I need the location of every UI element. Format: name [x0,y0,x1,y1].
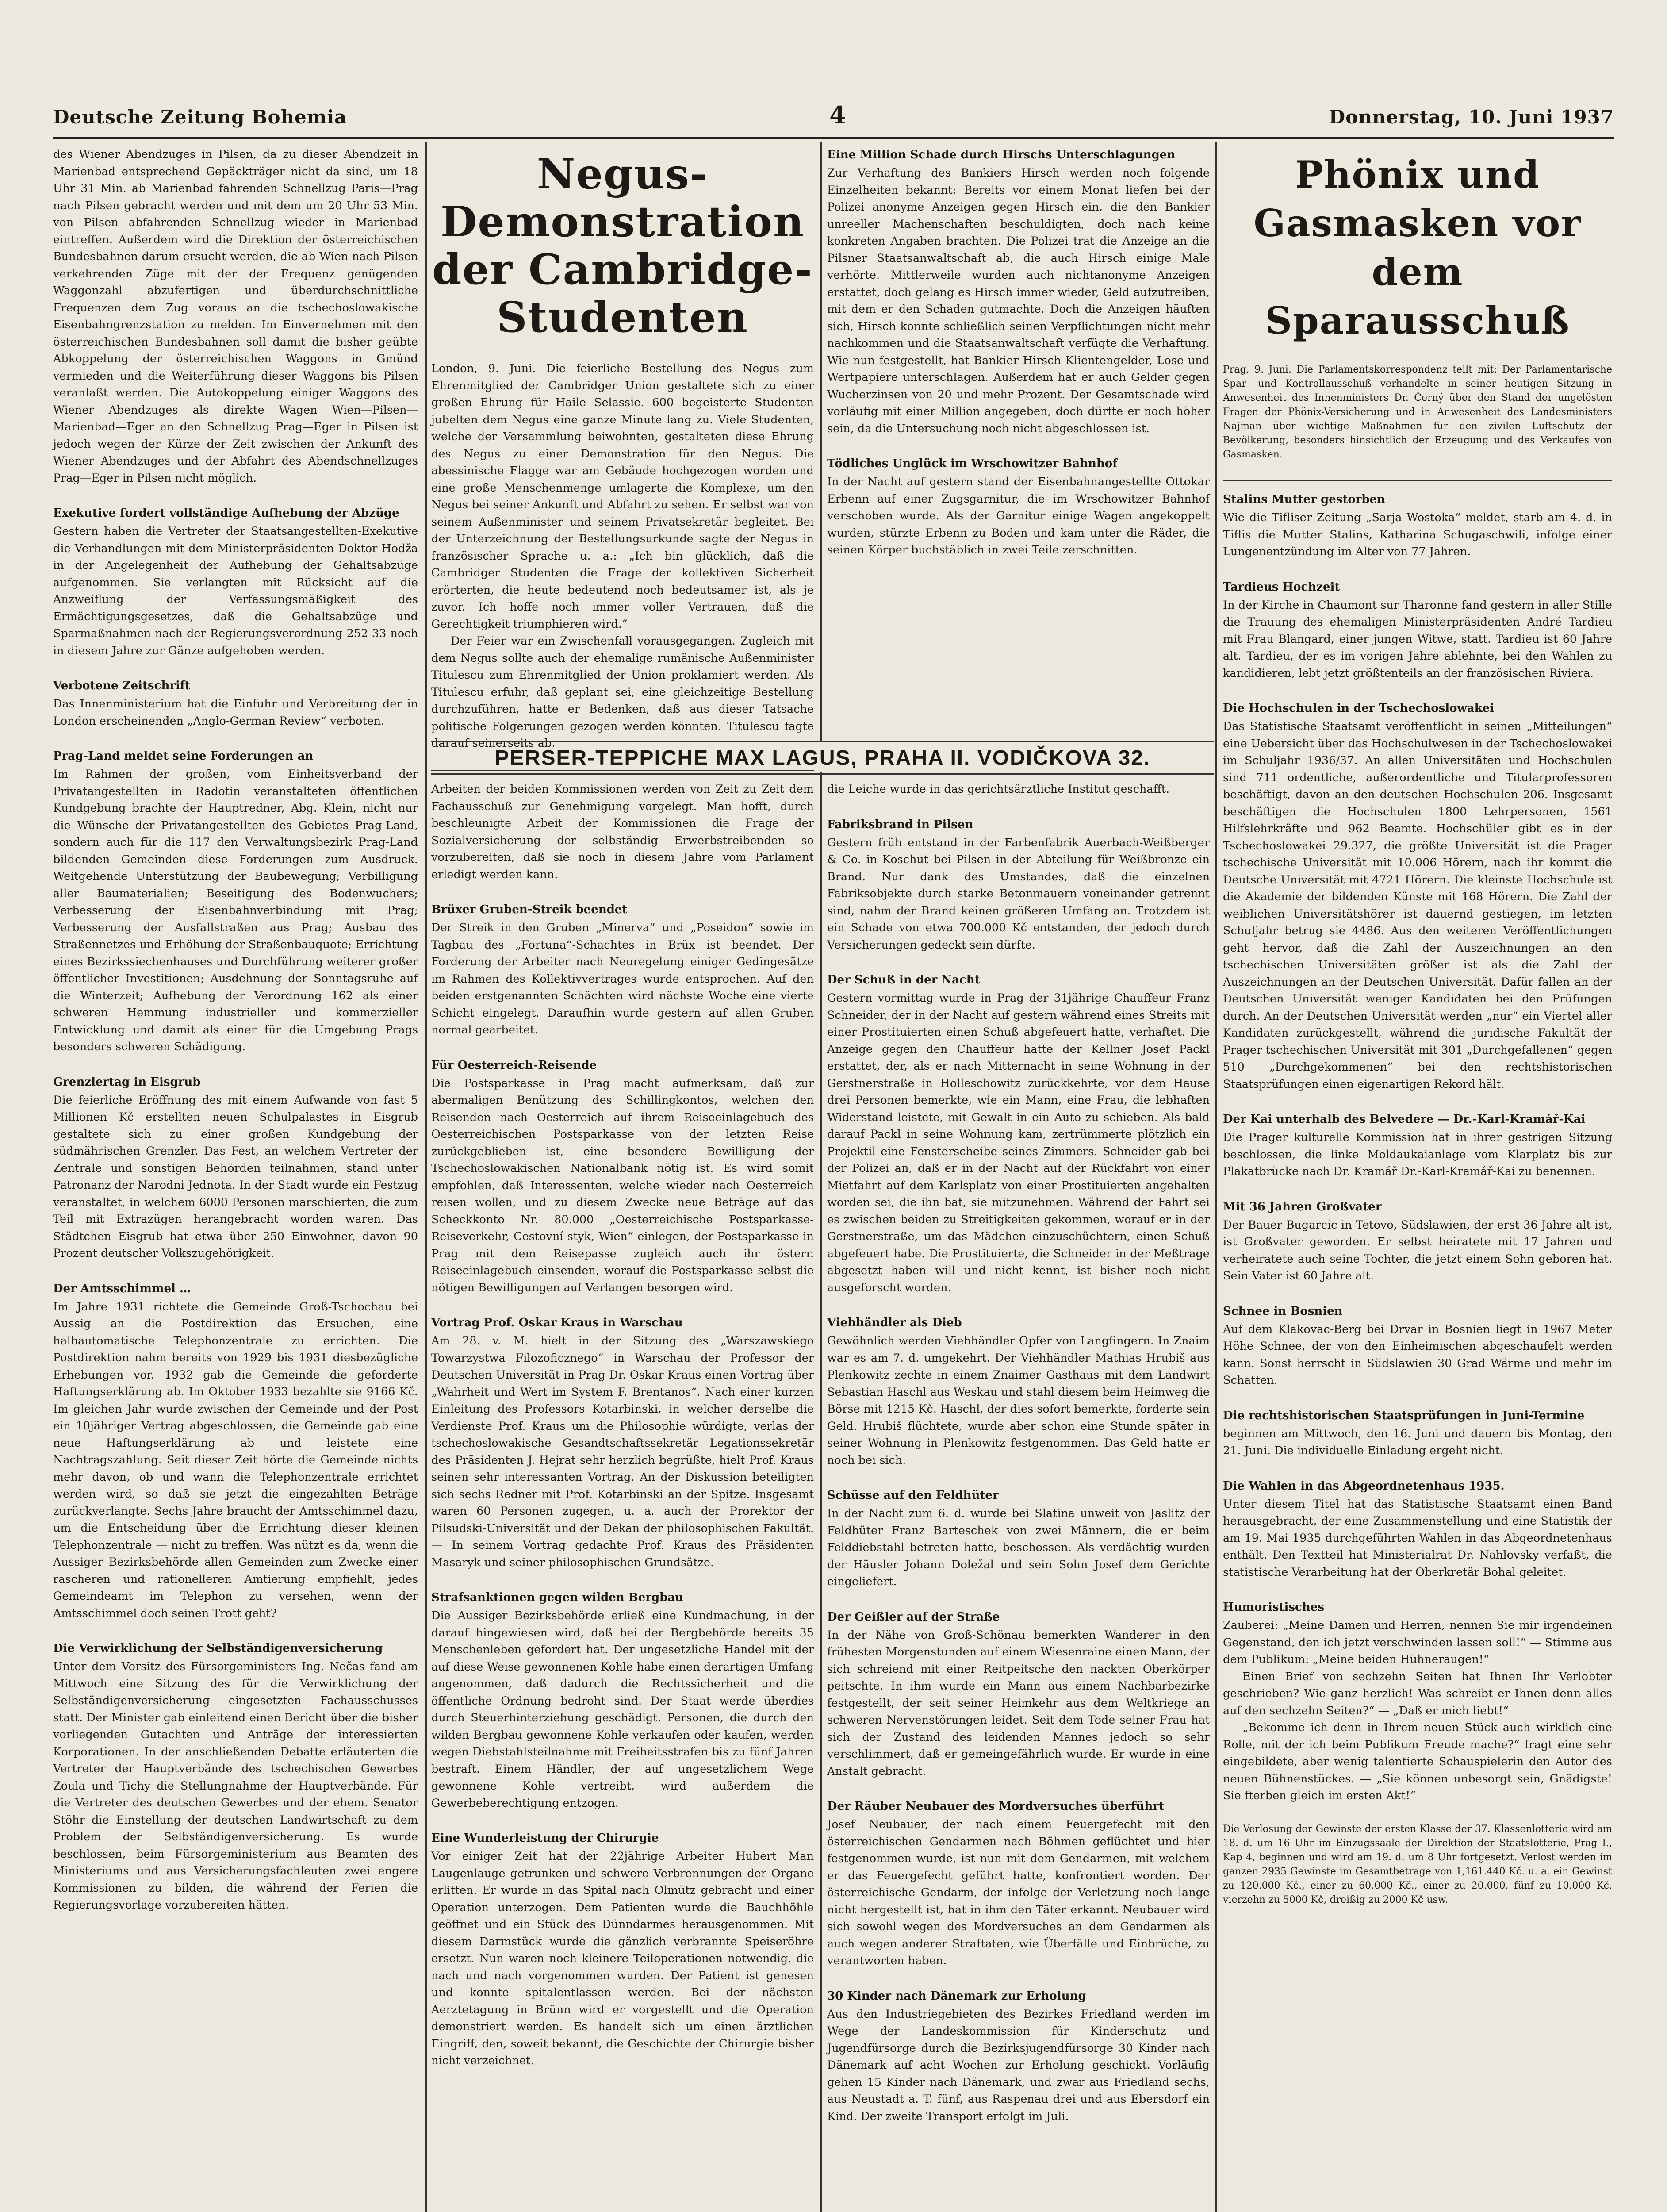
article-title: Grenzlertag in Eisgrub [53,1075,201,1089]
article-paragraph: Wie die Tifliser Zeitung „Sarja Wostoka“ meldet, starb am 4. d. in Tiflis die Mutter Stalins, Katharina Schugaschwili, infolge einer Lungenentzündung im Alter von 77 Jahren. [1223,511,1612,558]
article-paragraph: Zauberei: „Meine Damen und Herren, nennen Sie mir irgendeinen Gegenstand, den ich jetzt verschwinden lassen soll!“ — Stimme aus dem Publikum: „Meine beiden Hühneraugen!“ [1223,1619,1612,1666]
article-title: Die Hochschulen in der Tschechoslowakei [1223,702,1495,715]
article [1223,1407,1612,1459]
article [1223,491,1612,561]
article-paragraph: Im Rahmen der großen, vom Einheitsverband der Privatangestellten in Radotin veranstalteten öffentlichen Kundgebung brachte der Hauptredner, Abg. Klein, nicht nur die Wünsche der Privatangestellten des Gebietes Prag-Land, sondern auch für die 117 den Verwaltungsbezirk Prag-Land bildenden Gemeinden diese Forderungen zum Ausdruck. Weitgehende Unterstützung der Baubewegung; Verbilligung aller Baumaterialien; Beseitigung des Bodenwuchers; Verbesserung der Eisenbahnverbindung mit Prag; Verbesserung der Ausfallstraßen aus Prag; Ausbau des Straßennetzes und Erhöhung der Straßenbauquote; Errichtung eines Bezirkssiechenhauses und Durchführung weiterer großer öffentlicher Investitionen; Ausdehnung der Sonntagsruhe auf die Winterzeit; Aufhebung der Verordnung 162 als einer schweren Hemmung industrieller und kommerzieller Entwicklung und damit als einer für die Umgebung Prags besonders schweren Schädigung. [53,768,418,1053]
column-3-bottom [827,781,1210,2212]
article-paragraph: Die feierliche Eröffnung des mit einem Aufwande von fast 5 Millionen Kč erstellten neuen Schulpalastes in Eisgrub gestaltete sich zu einer großen Kundgebung der südmährischen Grenzler. Das Fest, an welchem Vertreter der Zentrale und sonstigen Behörden teilnahmen, stand unter Patronanz der Narodni Jednota. In der Stadt wurde ein Festzug veranstaltet, in welchem 6000 Personen marschierten, die zum Teil mit Extrazügen herangebracht worden waren. Das Städtchen Eisgrub hat etwa über 250 Einwohner, davon 90 Prozent deutscher Volkszugehörigkeit. [53,1093,418,1260]
column-2-bottom [431,781,814,2212]
article-paragraph: In der Nacht zum 6. d. wurde bei Slatina unweit von Jaslitz der Feldhüter Franz Barteschek von zwei Männern, die er beim Felddiebstahl betreten hatte, beschossen. Als verdächtig wurden der Häusler Johann Doležal und sein Sohn Josef dem Gerichte eingeliefert. [827,1507,1210,1588]
article [53,146,418,487]
article-title: Viehhändler als Dieb [827,1316,962,1329]
article-paragraph: Im Jahre 1931 richtete die Gemeinde Groß-Tschochau bei Aussig an die Postdirektion das Ersuchen, eine halbautomatische Telephonzentrale zu errichten. Die Postdirektion nahm bereits von 1929 bis 1931 diesbezügliche Erhebungen vor. 1932 gab die Gemeinde die geforderte Haftungserklärung ab. Im Oktober 1933 bezahlte sie 9166 Kč. Im gleichen Jahr wurde zwischen der Gemeinde und der Post ein 10jähriger Vertrag abgeschlossen, die Gemeinde gab eine neue Haftungserklärung ab und leistete eine Nachtragszahlung. Seit dieser Zeit hörte die Gemeinde nichts mehr davon, ob und wann die Telephonzentrale errichtet werden wird, so daß sie jetzt die eingezahlten Beträge zurückverlangte. Sechs Jahre braucht der Amtsschimmel dazu, um die Entscheidung über die Errichtung dieser kleinen Telephonzentrale — nicht zu treffen. Was nützt es da, wenn die Aussiger Bezirksbehörde allen Gemeinden zum Zwecke einer rascheren und rationelleren Amtierung empfiehlt, jedes Gemeindeamt im Telephon zu versehen, wenn der Amtsschimmel doch seinen Trott geht? [53,1300,418,1620]
article [827,1486,1210,1590]
article [827,1608,1210,1780]
article [1223,1598,1612,1805]
article-paragraph: In der Nähe von Groß-Schönau bemerkten Wanderer in den frühesten Morgenstunden auf einem Wiesenraine einen Mann, der sich schreiend mit einer Reitpeitsche den nackten Oberkörper peitschte. In ihm wurde ein Mann aus einem Nachbarbezirke festgestellt, der seit seiner Heimkehr aus dem Weltkriege an schweren Nervenstörungen leidet. Seit dem Tode seiner Frau hat sich der Zustand des leidenden Mannes jedoch so sehr verschlimmert, daß er gemeingefährlich wurde. Er wurde in eine Anstalt gebracht. [827,1628,1210,1778]
article-paragraph: Am 28. v. M. hielt in der Sitzung des „Warszawskiego Towarzystwa Filozoficznego“ in Warschau der Professor der Deutschen Universität in Prag Dr. Oskar Kraus einen Vortrag über „Wahrheit und Wert im System F. Brentanos“. Nach einer kurzen Einleitung des Professors Kotarbinski, in welcher derselbe die Verdienste Prof. Kraus um die Philosophie würdigte, verlas der tschechoslowakische Gesandtschaftssekretär Legationssekretär des Präsidenten J. Hejrat sehr herzlich begrüßte, hielt Prof. Kraus seinen sehr interessanten Vortrag. An der Diskussion beteiligten sich sechs Redner mit Prof. Kotarbinski an der Spitze. Insgesamt waren 60 Personen zugegen, u. a. auch der Prorektor der Pilsudski-Universität und der Dekan der philosophischen Fakultät. — In seinem Vortrag gedachte Prof. Kraus des Präsidenten Masaryk und seiner philosophischen Grundsätze. [431,1334,814,1569]
article [53,504,418,659]
article [1223,1110,1612,1180]
article-title: 30 Kinder nach Dänemark zur Erholung [827,1989,1086,2003]
column-divider [820,142,822,741]
article-title: Tödliches Unglück im Wrschowitzer Bahnhof [827,457,1118,470]
article-title: Strafsanktionen gegen wilden Bergbau [431,1591,684,1604]
article [53,1280,418,1622]
article-paragraph: Der Streik in den Gruben „Minerva“ und „Poseidon“ sowie im Tagbau des „Fortuna“-Schachtes in Brüx ist beendet. Der Forderung der Arbeiter nach Neuregelung einiger Gedingesätze im Rahmen des Kollektivvertrages wurde entsprochen. Auf den beiden erstgenannten Schächten wird nächste Woche eine vierte Schicht eingelegt. Daraufhin wurde gestern auf allen Gruben normal gearbeitet. [431,921,814,1037]
article-title: Eine Million Schade durch Hirschs Unterschlagungen [827,148,1176,161]
article-paragraph: Gewöhnlich werden Viehhändler Opfer von Langfingern. In Znaim war es am 7. d. umgekehrt. Der Viehhändler Mathias Hrubiš aus Plenkowitz zechte in einem Znaimer Gasthaus mit dem Landwirt Sebastian Haschl aus Weskau und stahl diesem beim Heimweg die Börse mit 1215 Kč. Haschl, der dies sofort bemerkte, forderte sein Geld. Hrubiš flüchtete, wurde aber schon eine Stunde später in seiner Wohnung in Plenkowitz festgenommen. Das Geld hatte er noch bei sich. [827,1334,1210,1467]
article-paragraph: Josef Neubauer, der nach einem Feuergefecht mit den österreichischen Gendarmen nach Böhmen geflüchtet und hier festgenommen wurde, ist nun mit dem Gendarmen, mit welchem er das Feuergefecht geführt hatte, konfrontiert worden. Der österreichische Gendarm, der infolge der Verletzung noch lange nicht hergestellt ist, hat in ihm den Täter erkannt. Neubauer wird sich sowohl wegen des Mordversuches an dem Gendarmen als auch wegen anderer Straftaten, wie Überfälle und Einbrüche, zu verantworten haben. [827,1818,1210,1967]
article-paragraph: London, 9. Juni. Die feierliche Bestellung des Negus zum Ehrenmitglied der Cambridger Union gestaltete sich zu einer großen Ehrung für Haile Selassie. 600 begeisterte Studenten jubelten dem Negus eine ganze Minute lang zu. Viele Studenten, welche der Versammlung beiwohnten, gestalteten diese Ehrung des Negus zu einer Demonstration für den Negus. Die abessinische Flagge war am Gebäude hochgezogen worden und eine große Menschenmenge umlagerte die Komplexe, um den Negus bei seiner Ankunft und Abfahrt zu sehen. Er selbst war von seinem Außenminister und seinem Privatsekretär begleitet. Bei der Unterzeichnung der Bestellungsurkunde sagte der Negus in französischer Sprache u. a.: „Ich bin glücklich, daß die Cambridger Studenten die Frage der kollektiven Sicherheit erörterten, die heute bedeutend noch bedeutsamer ist, als je zuvor. Ich hoffe noch immer voller Vertrauen, daß die Gerechtigkeit triumphieren wird.“ [431,362,814,631]
article-paragraph: Vor einiger Zeit hat der 22jährige Arbeiter Hubert Man Laugenlauge getrunken und schwere Verbrennungen der Organe erlitten. Er wurde in das Spital nach Olmütz gebracht und einer Operation unterzogen. Dem Patienten wurde die Bauchhöhle geöffnet und ein Stück des Dünndarmes herausgenommen. Mit diesem Darmstück wurde die gänzlich verbrannte Speiseröhre ersetzt. Nun waren noch kleinere Teiloperationen notwendig, die nach und nach vorgenommen wurden. Der Patient ist genesen und konnte spitalentlassen werden. Bei der nächsten Aerztetagung in Brünn wird er vorgestellt und die Operation demonstriert werden. Es handelt sich um einen ärztlichen Eingriff, den, soweit bekannt, die Geschichte der Chirurgie bisher nicht verzeichnet. [431,1850,814,2067]
article [53,747,418,1056]
article [827,1314,1210,1469]
section-rule [1223,480,1612,481]
page-header [53,101,1614,132]
article-paragraph: Gestern früh entstand in der Farbenfabrik Auerbach-Weißberger & Co. in Koschut bei Pilsen in der Abteilung für Weißbronze ein Brand. Nur dank des Umstandes, daß die einzelnen Fabriksobjekte durch starke Betonmauern voneinander getrennt sind, nahm der Brand keinen größeren Umfang an. Trotzdem ist ein Schade von etwa 700.000 Kč entstanden, der jedoch durch Versicherungen gedeckt sein dürfte. [827,836,1210,952]
article-title: Fabriksbrand in Pilsen [827,818,973,831]
article-paragraph: Das Statistische Staatsamt veröffentlicht in seinen „Mitteilungen“ eine Uebersicht über das Hochschulwesen in der Tschechoslowakei im Schuljahr 1936/37. An allen Universitäten und Hochschulen sind 711 ordentliche, außerordentliche und Titularprofessoren beschäftigt, davon an den deutschen Hochschulen 206. Insgesamt beschäftigen die Hochschulen 1800 Lehrpersonen, 1561 Hilfslehrkräfte und 962 Beamte. Hochschüler gibt es in der Tschechoslowakei 29.327, die größte Universität ist die Prager tschechische Universität mit 10.006 Hörern, nach ihr kommt die Deutsche Universität mit 4721 Hörern. Die kleinste Hochschule ist die Akademie der bildenden Künste mit 168 Hörern. Die Zahl der weiblichen Universitätshörer ist dauernd gestiegen, im letzten Schuljahr betrug sie 4486. Aus den weiteren Veröffentlichungen geht hervor, daß die Zahl der Auszeichnungen an den tschechischen Universitäten größer ist als die Zahl der Auszeichnungen an der Deutschen Universität. Dafür fallen an der Deutschen Universität weniger Kandidaten bei den Prüfungen durch. An der Deutschen Universität werden „nur“ ein Viertel aller Kandidaten zurückgestellt, während die juridische Fakultät der Prager tschechischen Universität mit 301 „Durchgefallenen“ gegen 510 „Durchgekommenen“ bei den rechtshistorischen Staatsprüfungen einen eigenartigen Rekord hält. [1223,720,1612,1091]
article-paragraph: Unter dem Vorsitz des Fürsorgeministers Ing. Nečas fand am Mittwoch eine Sitzung des für die Verwirklichung der Selbständigenversicherung eingesetzten Fachausschusses statt. Der Minister gab einleitend einen Bericht über die bisher vorliegenden Gutachten und Anträge der interessierten Korporationen. In der anschließenden Debatte erläuterten die Vertreter der Hauptverbände des tschechischen Gewerbes Zoula und Tichy die Stellungnahme der Hauptverbände. Für die Vertreter des deutschen Gewerbes und der ehem. Senator Stöhr die Einstellung der deutschen Landwirtschaft zu dem Problem der Selbständigenversicherung. Es wurde beschlossen, beim Fürsorgeministerium aus Beamten des Ministeriums und aus Versicherungsfachleuten zwei engere Kommissionen zu bilden, die während der Ferien die Regierungsvorlage vorzubereiten hätten. [53,1660,418,1912]
article-paragraph: des Wiener Abendzuges in Pilsen, da zu dieser Abendzeit in Marienbad entsprechend Gepäckträger nicht da sind, um 18 Uhr 31 Min. ab Marienbad fahrenden Schnellzug Paris—Prag nach Pilsen gebracht werden und mit dem um 20 Uhr 53 Min. von Pilsen abfahrenden Schnellzug wieder in Marienbad eintreffen. Außerdem wird die Direktion der österreichischen Bundesbahnen darum ersucht werden, die ab Wien nach Pilsen verkehrenden Züge mit der der Frequenz genügenden Waggonzahl abzufertigen und überdurchschnittliche Frequenzen dem Zug voraus an die tschechoslowakische Eisenbahngrenzstation zu melden. Im Einvernehmen mit den österreichischen Bundesbahnen soll damit die bisher geübte Abkoppelung der österreichischen Waggons in Gmünd vermieden und die Weiterführung dieser Waggons bis Pilsen veranlaßt werden. Die Autokoppelung einiger Waggons des Wiener Abendzuges als direkte Wagen Wien—Pilsen—Marienbad—Eger an den Schnellzug Prag—Eger in Pilsen ist jedoch wegen der Kürze der Zeit zwischen der Ankunft des Wiener Abendzuges und der Abfahrt des Abendschnellzuges Prag—Eger in Pilsen nicht möglich. [53,148,418,485]
article [1223,699,1612,1093]
article [1223,1198,1612,1285]
column-divider [820,772,822,2212]
article [431,781,814,883]
article-paragraph: Einen Brief von sechzehn Seiten hat Ihnen Ihr Verlobter geschrieben? Wie ganz herzlich! Was schreibt er Ihnen denn alles auf den sechzehn Seiten?“ — „Daß er mich liebt!“ [1223,1670,1612,1717]
article-title: Die rechtshistorischen Staatsprüfungen in Juni-Termine [1223,1409,1585,1422]
article-paragraph: Zur Verhaftung des Bankiers Hirsch werden noch folgende Einzelheiten bekannt: Bereits vor einem Monat liefen bei der Polizei anonyme Anzeigen gegen Hirsch ein, die den Bankier unreeller Machenschaften beschuldigten, doch nach keine konkreten Angaben brachten. Die Polizei trat die Anzeige an die Pilsner Staatsanwaltschaft ab, die auch Hirsch einige Male verhörte. Mittlerweile wurden auch nichtanonyme Anzeigen erstattet, doch gelang es Hirsch immer wieder, Geld aufzutreiben, mit dem er den Schaden gutmachte. Doch die Anzeigen häuften sich, Hirsch konnte schließlich seinen Verpflichtungen nicht mehr nachkommen und die Staatsanwaltschaft verfügte die Verhaftung. Wie nun festgestellt, hat Bankier Hirsch Klientengelder, Lose und Wertpapiere unterschlagen. Außerdem hat er auch Gelder gegen Wucherzinsen von 20 und mehr Prozent. Der Gesamtschade wird vorläufig mit einer Million angegeben, doch dürfte er noch höher sein, da die Untersuchung noch nicht abgeschlossen ist. [827,166,1210,435]
article-title: Stalins Mutter gestorben [1223,493,1386,506]
article-title: Brüxer Gruben-Streik beendet [431,903,628,916]
article-paragraph: Das Innenministerium hat die Einfuhr und Verbreitung der in London erscheinenden „Anglo-German Review“ verboten. [53,697,418,728]
article-title: Der Amtsschimmel … [53,1282,191,1295]
article [431,1589,814,1812]
article-paragraph: „Bekomme ich denn in Ihrem neuen Stück auch wirklich eine Rolle, mit der ich beim Publikum Freude mache?“ fragt eine sehr eingebildete, aber wenig talentierte Schauspielerin den Autor des neuen Bühnenstückes. — „Sie können unbesorgt sein, Gnädigste! Sie fterben gleich im ersten Akt!“ [1223,1721,1612,1802]
article-paragraph: Auf dem Klakovac-Berg bei Drvar in Bosnien liegt in 1967 Meter Höhe Schnee, der von den Einheimischen abgeschaufelt werden kann. Sonst herrscht in Südslawien 30 Grad Wärme und mehr im Schatten. [1223,1322,1612,1387]
article-title: Für Oesterreich-Reisende [431,1058,597,1072]
article [431,901,814,1039]
article-title: Der Kai unterhalb des Belvedere — Dr.-Karl-Kramář-Kai [1223,1113,1586,1126]
article [53,1640,418,1914]
article-paragraph: Arbeiten der beiden Kommissionen werden von Zeit zu Zeit dem Fachausschuß zur Genehmigung vorgelegt. Man hofft, durch beschleunigte Arbeit der Kommissionen die Frage der Sozialversicherung der selbständig Erwerbstreibenden so vorzubereiten, daß sie noch in diesem Jahre vom Parlament erledigt werden kann. [431,783,814,881]
article [1223,1302,1612,1389]
column-1 [53,146,418,2212]
header-rule [53,137,1614,139]
column-2-top [431,146,814,750]
article-paragraph: beginnen am Mittwoch, den 16. Juni und dauern bis Montag, den 21. Juni. Die individuelle Einladung ergeht nicht. [1223,1427,1612,1457]
article-paragraph: Aus den Industriegebieten des Bezirkes Friedland werden im Wege der Landeskommission für Kinderschutz und Jugendfürsorge durch die Bezirksjugendfürsorge 30 Kinder nach Dänemark auf acht Wochen zur Erholung geschickt. Vorläufig gehen 15 Kinder nach Dänemark, und zwar aus Friedland sechs, aus Neustadt a. T. fünf, aus Raspenau drei und aus Ebersdorf ein Kind. Der zweite Transport erfolgt im Juli. [827,2007,1210,2123]
article-paragraph: Die Prager kulturelle Kommission hat in ihrer gestrigen Sitzung beschlossen, die linke Moldaukaianlage vom Klarplatz bis zur Plakatbrücke nach Dr. Kramář Dr.-Karl-Kramář-Kai zu benennen. [1223,1131,1612,1178]
article-paragraph: In der Kirche in Chaumont sur Tharonne fand gestern in aller Stille die Trauung des ehemaligen Ministerpräsidenten André Tardieu mit Frau Blangard, einer jungen Witwe, statt. Tardieu ist 60 Jahre alt. Tardieu, der es im vorigen Jahre ablehnte, bei den Wahlen zu kandidieren, lebt jetzt größtenteils an der französischen Riviera. [1223,598,1612,680]
article-title: Der Räuber Neubauer des Mordversuches überführt [827,1800,1164,1813]
article-title: Schnee in Bosnien [1223,1304,1343,1318]
article-paragraph: Die Aussiger Bezirksbehörde erließ eine Kundmachung, in der darauf hingewiesen wird, daß bei der Bergbehörde bereits 35 Menschenleben gefordert hat. Der ungesetzliche Handel mit der auf diese Weise gewonnenen Kohle habe einen derartigen Umfang angenommen, daß dadurch die Rechtssicherheit und die öffentliche Ordnung bedroht sind. Der Staat werde überdies durch Steuerhinterziehung geschädigt. Personen, die durch den wilden Bergbau gewonnene Kohle verkaufen oder kaufen, werden wegen Diebstahlsteilnahme mit Freiheitsstrafen bis zu fünf Jahren bestraft. Einem Händler, der auf ungesetzlichem Wege gewonnene Kohle vertreibt, wird außerdem die Gewerbeberechtigung entzogen. [431,1609,814,1810]
article-title: Verbotene Zeitschrift [53,679,191,692]
article [1223,578,1612,682]
article-paragraph: Die Verlosung der Gewinste der ersten Klasse der 37. Klassenlotterie wird am 18. d. um 16 Uhr im Einzugssaale der Direktion der Staatslotterie, Prag I., Kap 4, beginnen und wird am 19. d. um 8 Uhr fortgesetzt. Verlost werden im ganzen 2935 Gewinste im Gesamtbetrage von 1,161.440 Kč. u. a. ein Gewinst zu 120.000 Kč., einer zu 60.000 Kč., einer zu 20.000, fünf zu 10.000 Kč, vierzehn zu 5000 Kč, dreißig zu 2000 Kč usw. [1223,1823,1612,1905]
article [827,146,1210,437]
column-3-top [827,146,1210,737]
advertisement-banner: PERSER-TEPPICHE MAX LAGUS, PRAHA II. VODIČKOVA 32. [431,741,1214,775]
article-paragraph: Gestern haben die Vertreter der Staatsangestellten-Exekutive die Verhandlungen mit dem Ministerpräsidenten Doktor Hodža in der Angelegenheit der Aufhebung der Gehaltsabzüge aufgenommen. Sie verlangten mit Rücksicht auf die Anzweiflung der Verfassungsmäßigkeit des Ermächtigungsgesetzes, daß die Gehaltsabzüge und Sparmaßnahmen nach der Regierungsverordnung 252-33 noch in diesem Jahre zur Gänze aufgehoben werden. [53,525,418,657]
article-title: Die Wahlen in das Abgeordnetenhaus 1935. [1223,1479,1505,1493]
article [431,1056,814,1297]
article-paragraph: Der Feier war ein Zwischenfall vorausgegangen. Zugleich mit dem Negus sollte auch der ehemalige rumänische Außenminister Titulescu zum Ehrenmitglied der Union proklamiert werden. Als Titulescu erfuhr, daß geplant sei, eine gleichzeitige Bestellung durchzuführen, hatte er Bedenken, daß aus dieser Tatsache politische Folgerungen gezogen werden könnten. Titulescu fagte darauf seinerseits ab. [431,634,814,750]
newspaper-name: Deutsche Zeitung Bohemia [53,106,347,128]
article [827,971,1210,1296]
article [53,1073,418,1262]
article [827,816,1210,954]
article [827,1987,1210,2125]
column-divider [425,142,427,2212]
article-title: Vortrag Prof. Oskar Kraus in Warschau [431,1316,683,1329]
article [1223,363,1612,462]
article-title: Der Geißler auf der Straße [827,1610,1000,1624]
column-4 [1223,146,1612,2212]
article-paragraph: Der Bauer Bugarcic in Tetovo, Südslawien, der erst 36 Jahre alt ist, ist Großvater geworden. Er selbst heiratete mit 17 Jahren und verheiratete auch seine Tochter, die jetzt einem Sohn geboren hat. Sein Vater ist 60 Jahre alt. [1223,1218,1612,1283]
issue-date: Donnerstag, 10. Juni 1937 [1329,106,1614,128]
article-title: Die Verwirklichung der Selbständigenversicherung [53,1642,383,1655]
article-title: Humoristisches [1223,1601,1324,1614]
article-title: Eine Wunderleistung der Chirurgie [431,1832,659,1845]
article [431,360,814,752]
article-title: Tardieus Hochzeit [1223,580,1340,594]
article [431,1829,814,2070]
article-title: Prag-Land meldet seine Forderungen an [53,749,314,763]
article [1223,1822,1612,1907]
article [827,781,1210,798]
article-title: Exekutive fordert vollständige Aufhebung der Abzüge [53,507,399,520]
article-title: Mit 36 Jahren Großvater [1223,1200,1382,1214]
article-title: Der Schuß in der Nacht [827,973,980,987]
headline: Phönix und Gasmasken vor dem Sparausschuß [1253,153,1582,342]
article [53,677,418,730]
article [827,455,1210,559]
article-paragraph: Die Postsparkasse in Prag macht aufmerksam, daß zur abermaligen Benützung des Schillingkontos, welchen den Reisenden nach Oesterreich auf ihrem Reiseeinlagebuch des Oesterreichischen Postsparkasse von der letzten Reise zurückgeblieben ist, eine besondere Bewilligung der Tschechoslowakischen Nationalbank nötig ist. Es wird somit empfohlen, daß Interessenten, welche wieder nach Oesterreich reisen wollen, und zu diesem Zwecke neue Beträge auf das Scheckkonto Nr. 80.000 „Oesterreichische Postsparkasse-Reiseverkehr, Cestovní styk, Wien“ einlegen, der Postsparkasse in Prag mit dem Reisepasse zugleich auch ihr österr. Reiseeinlagebuch einsenden, worauf die Postsparkasse selbst die nötigen Bewilligungen auf Verlangen besorgen wird. [431,1076,814,1294]
article-paragraph: Gestern vormittag wurde in Prag der 31jährige Chauffeur Franz Schneider, der in der Nacht auf gestern während eines Streits mit einer Prostituierten einen Schuß abgefeuert hatte, verhaftet. Die Anzeige gegen den Chauffeur hatte der Kellner Josef Packl erstattet, der, als er nach Mitternacht in seine Wohnung in der Gerstnerstraße in Holleschowitz zurückkehrte, vor dem Hause drei Personen bemerkte, wie ein Mann, eine Frau, die lebhaften Widerstand leistete, mit Gewalt in ein Auto zu schieben. Als bald darauf Packl in seine Wohnung kam, zertrümmerte plötzlich ein Projektil eine Fensterscheibe seines Zimmers. Schneider gab bei der Polizei an, daß er in der Nacht auf der Rückfahrt von einer Mietfahrt auf dem Karlsplatz von einer Prostituierten angehalten worden sei, die ihn bat, sie mitzunehmen. Während der Fahrt sei es zwischen beiden zu Streitigkeiten gekommen, worauf er in der Gerstnerstraße, um das Mädchen einzuschüchtern, einen Schuß abgefeuert habe. Die Prostituierte, die Schneider in der Meßtrage abgesetzt haben will und nicht kennt, ist bisher noch nicht ausgeforscht worden. [827,991,1210,1294]
article-paragraph: In der Nacht auf gestern stand der Eisenbahnangestellte Ottokar Erbenn auf einer Zugsgarnitur, die im Wrschowitzer Bahnhof verschoben wurde. Als der Garnitur einige Wagen angekoppelt wurden, stürzte Erbenn zu Boden und kam unter die Räder, die seinen Körper buchstäblich in zwei Teile zerschnitten. [827,475,1210,557]
article [1223,1477,1612,1581]
article [431,1314,814,1571]
page-number: 4 [829,101,847,129]
headline: Negus-Demonstration der Cambridge-Studenten [432,150,813,342]
article-paragraph: die Leiche wurde in das gerichtsärztliche Institut geschafft. [827,783,1170,796]
article-title: Schüsse auf den Feldhüter [827,1489,999,1502]
article [827,1797,1210,1970]
column-divider [1215,142,1217,2212]
article-paragraph: Prag, 9. Juni. Die Parlamentskorrespondenz teilt mit: Der Parlamentarische Spar- und Kontrollausschuß verhandelte in seiner heutigen Sitzung in Anwesenheit des Innenministers Dr. Černý über den Stand der ungelösten Fragen der Phönix-Versicherung und in Anwesenheit des Landesministers Najman über wichtige Maßnahmen für den zivilen Luftschutz der Bevölkerung, besonders hinsichtlich der Erzeugung und des Verkaufes von Gasmasken. [1223,364,1612,460]
article-paragraph: Unter diesem Titel hat das Statistische Staatsamt einen Band herausgebracht, der eine Zusammenstellung und eine Statistik der am 19. Mai 1935 durchgeführten Wahlen in das Abgeordnetenhaus enthält. Den Textteil hat Ministerialrat Dr. Nahlovsky verfaßt, die statistische Verarbeitung hat der Oberkretär Bohal geleitet. [1223,1497,1612,1579]
